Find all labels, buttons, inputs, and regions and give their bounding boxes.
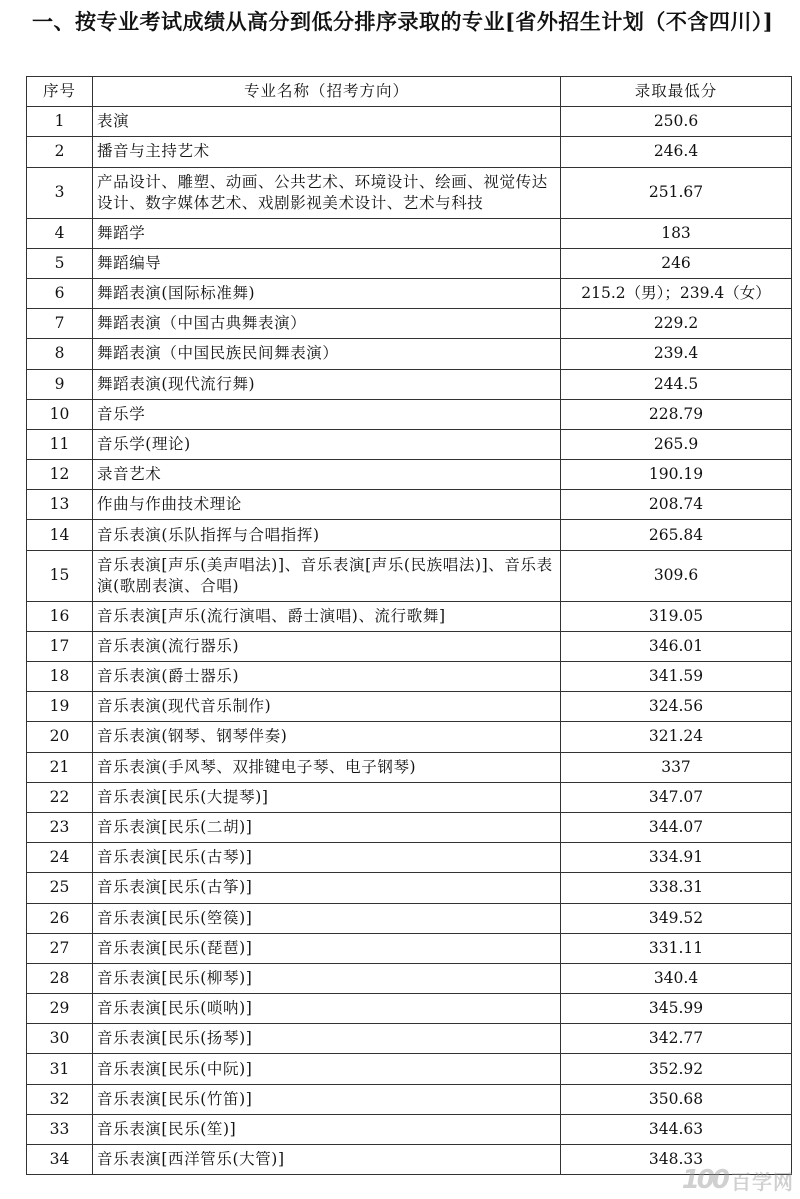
row-min-score-cell: 346.01 bbox=[561, 631, 792, 661]
row-no-cell: 15 bbox=[27, 550, 93, 601]
table-row bbox=[27, 369, 792, 399]
table-row bbox=[27, 1084, 792, 1114]
table-row bbox=[27, 167, 792, 218]
row-min-score-cell: 319.05 bbox=[561, 601, 792, 631]
table-row bbox=[27, 550, 792, 601]
row-no-cell: 7 bbox=[27, 309, 93, 339]
row-no-cell: 4 bbox=[27, 218, 93, 248]
table-row bbox=[27, 933, 792, 963]
row-major-name-cell: 音乐表演[声乐(美声唱法)]、音乐表演[声乐(民族唱法)]、音乐表演(歌剧表演、合唱) bbox=[93, 550, 561, 601]
row-major-name-cell: 表演 bbox=[93, 107, 561, 137]
table-row bbox=[27, 460, 792, 490]
table-row bbox=[27, 1114, 792, 1144]
row-no-cell: 27 bbox=[27, 933, 93, 963]
row-major-name-cell: 播音与主持艺术 bbox=[93, 137, 561, 167]
row-major-name-cell: 音乐表演[民乐(扬琴)] bbox=[93, 1024, 561, 1054]
row-major-name-cell: 舞蹈表演(现代流行舞) bbox=[93, 369, 561, 399]
row-major-name-cell: 录音艺术 bbox=[93, 460, 561, 490]
row-no-cell: 13 bbox=[27, 490, 93, 520]
row-major-name-cell: 音乐表演(流行器乐) bbox=[93, 631, 561, 661]
table-row bbox=[27, 662, 792, 692]
row-min-score-cell: 324.56 bbox=[561, 692, 792, 722]
row-major-name-cell: 音乐表演[声乐(流行演唱、爵士演唱)、流行歌舞] bbox=[93, 601, 561, 631]
row-major-name-cell: 音乐表演[民乐(古琴)] bbox=[93, 843, 561, 873]
table-row bbox=[27, 218, 792, 248]
table-row bbox=[27, 812, 792, 842]
row-min-score-cell: 334.91 bbox=[561, 843, 792, 873]
row-no-cell: 26 bbox=[27, 903, 93, 933]
row-major-name-cell: 音乐表演[民乐(二胡)] bbox=[93, 812, 561, 842]
row-no-cell: 9 bbox=[27, 369, 93, 399]
row-min-score-cell: 190.19 bbox=[561, 460, 792, 490]
row-major-name-cell: 音乐表演(乐队指挥与合唱指挥) bbox=[93, 520, 561, 550]
row-min-score-cell: 342.77 bbox=[561, 1024, 792, 1054]
row-min-score-cell: 244.5 bbox=[561, 369, 792, 399]
admission-table bbox=[26, 76, 792, 1175]
row-min-score-cell: 345.99 bbox=[561, 994, 792, 1024]
row-no-cell: 29 bbox=[27, 994, 93, 1024]
row-major-name-cell: 音乐学 bbox=[93, 399, 561, 429]
table-row bbox=[27, 490, 792, 520]
table-row bbox=[27, 520, 792, 550]
site-watermark bbox=[682, 1165, 794, 1195]
header-major-name: 专业名称（招考方向） bbox=[93, 77, 561, 107]
row-min-score-cell: 344.07 bbox=[561, 812, 792, 842]
row-major-name-cell: 音乐表演[民乐(笙)] bbox=[93, 1114, 561, 1144]
row-major-name-cell: 音乐表演[民乐(琵琶)] bbox=[93, 933, 561, 963]
header-no: 序号 bbox=[27, 77, 93, 107]
table-row bbox=[27, 1054, 792, 1084]
row-min-score-cell: 338.31 bbox=[561, 873, 792, 903]
table-row bbox=[27, 278, 792, 308]
row-min-score-cell: 215.2（男）；239.4（女） bbox=[561, 278, 792, 308]
row-no-cell: 17 bbox=[27, 631, 93, 661]
row-no-cell: 6 bbox=[27, 278, 93, 308]
row-no-cell: 23 bbox=[27, 812, 93, 842]
table-row bbox=[27, 752, 792, 782]
row-no-cell: 11 bbox=[27, 429, 93, 459]
row-min-score-cell: 349.52 bbox=[561, 903, 792, 933]
table-row bbox=[27, 107, 792, 137]
row-major-name-cell: 音乐表演[民乐(中阮)] bbox=[93, 1054, 561, 1084]
row-min-score-cell: 348.33 bbox=[561, 1145, 792, 1175]
watermark-text: 百学网 bbox=[731, 1169, 794, 1194]
table-row bbox=[27, 137, 792, 167]
row-no-cell: 20 bbox=[27, 722, 93, 752]
row-major-name-cell: 音乐表演[民乐(柳琴)] bbox=[93, 963, 561, 993]
row-min-score-cell: 239.4 bbox=[561, 339, 792, 369]
row-major-name-cell: 音乐表演[民乐(大提琴)] bbox=[93, 782, 561, 812]
row-no-cell: 30 bbox=[27, 1024, 93, 1054]
row-min-score-cell: 341.59 bbox=[561, 662, 792, 692]
row-min-score-cell: 321.24 bbox=[561, 722, 792, 752]
row-major-name-cell: 音乐表演(手风琴、双排键电子琴、电子钢琴) bbox=[93, 752, 561, 782]
row-major-name-cell: 音乐表演[民乐(唢呐)] bbox=[93, 994, 561, 1024]
table-row bbox=[27, 903, 792, 933]
row-min-score-cell: 246 bbox=[561, 248, 792, 278]
row-min-score-cell: 265.84 bbox=[561, 520, 792, 550]
row-min-score-cell: 350.68 bbox=[561, 1084, 792, 1114]
table-row bbox=[27, 692, 792, 722]
row-major-name-cell: 音乐表演(现代音乐制作) bbox=[93, 692, 561, 722]
row-no-cell: 1 bbox=[27, 107, 93, 137]
row-no-cell: 21 bbox=[27, 752, 93, 782]
row-no-cell: 24 bbox=[27, 843, 93, 873]
row-min-score-cell: 228.79 bbox=[561, 399, 792, 429]
row-min-score-cell: 250.6 bbox=[561, 107, 792, 137]
row-no-cell: 16 bbox=[27, 601, 93, 631]
row-no-cell: 25 bbox=[27, 873, 93, 903]
row-min-score-cell: 183 bbox=[561, 218, 792, 248]
row-major-name-cell: 作曲与作曲技术理论 bbox=[93, 490, 561, 520]
row-no-cell: 34 bbox=[27, 1145, 93, 1175]
row-min-score-cell: 251.67 bbox=[561, 167, 792, 218]
row-major-name-cell: 音乐表演(钢琴、钢琴伴奏) bbox=[93, 722, 561, 752]
table-row bbox=[27, 399, 792, 429]
row-major-name-cell: 舞蹈学 bbox=[93, 218, 561, 248]
row-major-name-cell: 舞蹈表演（中国民族民间舞表演） bbox=[93, 339, 561, 369]
row-major-name-cell: 舞蹈表演(国际标准舞) bbox=[93, 278, 561, 308]
row-min-score-cell: 347.07 bbox=[561, 782, 792, 812]
table-row bbox=[27, 873, 792, 903]
table-row bbox=[27, 1145, 792, 1175]
row-no-cell: 32 bbox=[27, 1084, 93, 1114]
row-min-score-cell: 340.4 bbox=[561, 963, 792, 993]
row-no-cell: 18 bbox=[27, 662, 93, 692]
row-major-name-cell: 音乐表演[民乐(古筝)] bbox=[93, 873, 561, 903]
row-min-score-cell: 337 bbox=[561, 752, 792, 782]
row-major-name-cell: 音乐表演(爵士器乐) bbox=[93, 662, 561, 692]
row-major-name-cell: 音乐表演[西洋管乐(大管)] bbox=[93, 1145, 561, 1175]
row-no-cell: 22 bbox=[27, 782, 93, 812]
row-min-score-cell: 309.6 bbox=[561, 550, 792, 601]
row-no-cell: 10 bbox=[27, 399, 93, 429]
table-row bbox=[27, 1024, 792, 1054]
table-row bbox=[27, 782, 792, 812]
row-no-cell: 8 bbox=[27, 339, 93, 369]
row-major-name-cell: 音乐表演[民乐(箜篌)] bbox=[93, 903, 561, 933]
row-min-score-cell: 229.2 bbox=[561, 309, 792, 339]
row-major-name-cell: 产品设计、雕塑、动画、公共艺术、环境设计、绘画、视觉传达设计、数字媒体艺术、戏剧影视美术设计、艺术与科技 bbox=[93, 167, 561, 218]
row-no-cell: 2 bbox=[27, 137, 93, 167]
page-heading: 一、按专业考试成绩从高分到低分排序录取的专业[省外招生计划（不含四川）] bbox=[32, 9, 774, 34]
row-no-cell: 33 bbox=[27, 1114, 93, 1144]
row-min-score-cell: 331.11 bbox=[561, 933, 792, 963]
row-major-name-cell: 舞蹈表演（中国古典舞表演） bbox=[93, 309, 561, 339]
row-no-cell: 14 bbox=[27, 520, 93, 550]
table-row bbox=[27, 429, 792, 459]
table-row bbox=[27, 309, 792, 339]
row-no-cell: 3 bbox=[27, 167, 93, 218]
table-row bbox=[27, 722, 792, 752]
table-row bbox=[27, 248, 792, 278]
table-row bbox=[27, 339, 792, 369]
row-major-name-cell: 音乐表演[民乐(竹笛)] bbox=[93, 1084, 561, 1114]
table-row bbox=[27, 963, 792, 993]
row-no-cell: 31 bbox=[27, 1054, 93, 1084]
row-major-name-cell: 音乐学(理论) bbox=[93, 429, 561, 459]
row-min-score-cell: 208.74 bbox=[561, 490, 792, 520]
row-min-score-cell: 344.63 bbox=[561, 1114, 792, 1144]
table-header-row bbox=[27, 77, 792, 107]
watermark-logo: 100 bbox=[681, 1165, 727, 1195]
row-min-score-cell: 265.9 bbox=[561, 429, 792, 459]
row-no-cell: 12 bbox=[27, 460, 93, 490]
row-no-cell: 5 bbox=[27, 248, 93, 278]
table-row bbox=[27, 631, 792, 661]
header-min-score: 录取最低分 bbox=[561, 77, 792, 107]
table-row bbox=[27, 601, 792, 631]
row-major-name-cell: 舞蹈编导 bbox=[93, 248, 561, 278]
table-row bbox=[27, 994, 792, 1024]
row-no-cell: 28 bbox=[27, 963, 93, 993]
row-min-score-cell: 246.4 bbox=[561, 137, 792, 167]
row-min-score-cell: 352.92 bbox=[561, 1054, 792, 1084]
table-row bbox=[27, 843, 792, 873]
row-no-cell: 19 bbox=[27, 692, 93, 722]
